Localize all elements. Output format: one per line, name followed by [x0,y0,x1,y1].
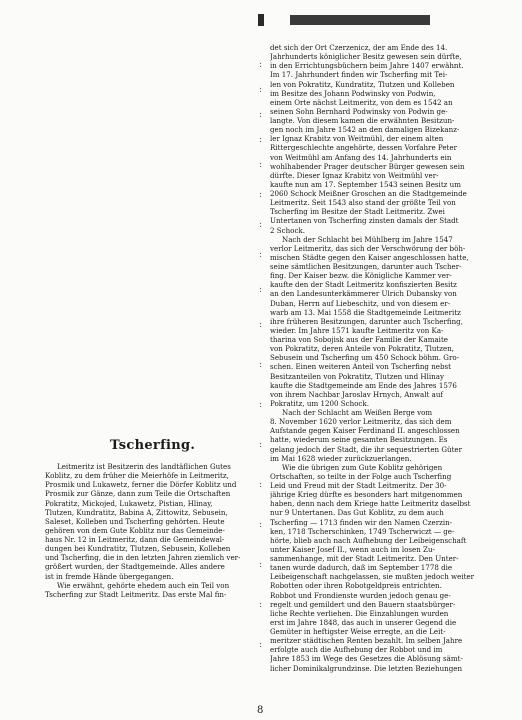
text-line: an den Landesunterkämmerer Ulrich Dubansky von [270,289,457,299]
page-number: 8 [257,705,264,716]
text-line: ihre früheren Besitzungen, darunter auch Tscherfing, [270,316,463,326]
text-line: Pokratitz, um 1200 Schock. [270,398,369,408]
text-line: dürfte. Dieser Ignaz Krabitz von Weitmühl ver- [270,170,439,180]
text-line: tharina von Sobojisk aus der Familie der Kamaite [270,335,448,344]
text-line: gen noch im Jahre 1542 an den damaligen Bizekanz- [270,125,460,135]
text-line: ken, 1718 Tscherschinken, 1749 Tscherwiczt — ge- [270,526,455,536]
text-line: det sich der Ort Czerzenicz, der am Ende des 14. [270,43,448,52]
text-line: Tscherfing im Besitze der Stadt Leitmeritz. Zwei [270,207,445,217]
text-line: schen. Einen weiteren Anteil von Tscherfing nebst [270,362,452,372]
text-line: mischen Städte gegen den Kaiser angeschlossen hatte, [270,252,469,262]
text-line: Koblitz, zu dem früher die Meierhöfe in Leitmeritz, [45,471,229,481]
text-line: gehören von dem Gute Koblitz nur das Gemeinde- [45,525,225,535]
text-line: Rittergeschlechte angehörte, dessen Vorfahre Peter [270,143,457,153]
text-line: Im 17. Jahrhundert finden wir Tscherfing mit Tei- [270,70,448,80]
text-line: Pokratitz, Mickojed, Lukawetz, Pistian, Hlinay, [45,498,213,508]
text-line: haus Nr. 12 in Leitmeritz, dann die Gemeindewal- [45,535,225,544]
left-text-column [45,462,257,599]
text-line: nur 9 Untertanen. Das Gut Koblitz, zu dem auch [270,508,444,518]
text-line: liche Rechte verliehen. Die Einzahlungen wurden [270,608,449,618]
text-line: regelt und gemildert und den Bauern staatsbürger- [270,599,456,609]
text-line: Leid und Freud mit der Stadt Leitmeritz. Der 30- [270,481,447,490]
text-line: Robbot und Frondienste wurden jedoch genau ge- [270,590,451,600]
text-line: len von Pokratitz, Kundratitz, Tlutzen und Kolleben [270,79,455,89]
text-line: licher Dominikalgrundzinse. Die letzten Beziehungen [270,663,463,673]
text-line: kaufte nun am 17. September 1543 seinen Besitz um [270,179,461,189]
text-line: gelang jedoch der Stadt, die ihr sequestrierten Güter [270,444,463,454]
text-line: wieder. Im Jahre 1571 kaufte Leitmeritz von Ka- [270,325,444,335]
text-line: 2 Schock. [270,225,305,235]
text-line: dungen bei Kundratitz, Tlutzen, Sebusein, Kolleben [45,544,231,554]
text-line: Gemüter in heftigster Weise erregte, an die Leit- [270,627,446,636]
text-line: Wie erwähnt, gehörte ehedem auch ein Teil von [57,580,230,590]
text-line: Tscherfing — 1713 finden wir den Namen Czerzin- [270,517,453,527]
text-line: Aufstande gegen Kaiser Ferdinand II. angeschlossen [270,426,460,436]
text-line: Leibeigenschaft nachgelassen, sie mußten jedoch weiter [270,572,475,582]
text-line: von Pokratitz, deren Anteile von Pokratitz, Tlutzen, [270,344,455,354]
text-line: kaufte die Stadtgemeinde am Ende des Jahres 1576 [270,380,457,390]
text-line: in den Errichtungsbüchern beim Jahre 1407 erwähnt. [270,61,464,71]
text-line: fing. Der Kaiser bezw. die Königliche Kammer ver- [270,271,452,281]
text-line: im Mai 1628 wieder zurückzuerlangen. [270,453,412,463]
text-line: von ihrem Nachbar Jaroslav Hrnych, Anwalt auf [270,389,444,399]
text-line: und Tscherfing, die in den letzten Jahren ziemlich ver- [45,553,241,563]
text-line: Duban, Herrn auf Liebeschitz, und von diesem er- [270,298,451,308]
text-line: hörte, blieb auch nach Aufhebung der Leibeigenschaft [270,535,467,545]
text-line: 8. November 1620 verlor Leitmeritz, das sich dem [270,417,452,427]
text-line: seinen Sohn Bernhard Podwinsky von Podwin ge- [270,106,448,116]
text-line: Wie die übrigen zum Gute Koblitz gehörigen [282,462,443,472]
column-gutter: : : : : : : : : : : : : : : : : : : [259,60,263,650]
text-line: Ortschaften, so teilte in der Folge auch Tscherfing [270,471,452,481]
text-line: 2060 Schock Meißner Groschen an die Stadtgemeinde [270,189,467,198]
text-line: einem Orte nächst Leitmeritz, von dem es 1542 an [270,97,453,107]
text-line: von Weitmühl am Anfang des 14. Jahrhunderts ein [270,152,452,162]
text-line: erst im Jahre 1848, das auch in unserer Gegend die [270,617,457,627]
text-line: Nach der Schlacht bei Mühlberg im Jahre 1547 [282,234,453,244]
text-line: seine sämtlichen Besitzungen, darunter auch Tscher- [270,262,462,271]
text-line: Sebusein und Tscherfing um 450 Schock böhm. Gro- [270,353,459,363]
text-line: Nach der Schlacht am Weißen Berge vom [282,408,433,417]
text-line: im Besitze des Johann Podwinsky von Podwin, [270,88,436,98]
text-line: tanen wurde dadurch, daß im September 1778 die [270,563,453,573]
text-line: Besitzanteilen von Pokratitz, Tlutzen und Hlinay [270,371,444,381]
text-line: Tscherfing zur Stadt Leitmeritz. Das erste Mal fin- [45,589,227,599]
text-line: kaufte den der Stadt Leitmeritz konfiszierten Besitz [270,280,457,290]
text-line: langte. Von diesem kamen die erwähnten Besitzun- [270,116,455,125]
text-line: Jahrhunderts königlicher Besitz gewesen sein dürfte, [270,52,462,62]
text-line: hatte, wiederum seine gesamten Besitzungen. Es [270,435,448,445]
text-line: ler Ignaz Krabitz von Weitmühl, der einem alten [270,134,444,144]
text-line: erfolgte auch die Aufhebung der Robbot und im [270,645,443,655]
text-line: jährige Krieg dürfte es besonders hart mitgenommen [270,490,463,500]
text-line: warb am 13. Mai 1558 die Stadtgemeinde Leitmeritz [270,307,461,317]
text-line: größert wurden, der Stadtgemeinde. Alles andere [45,562,225,572]
scan-edge-mark-left [258,14,264,26]
text-line: Untertanen von Tscherfing zinsten damals der Stadt [270,216,459,226]
text-line: sammenhange, mit der Stadt Leitmeritz. Den Unter- [270,554,459,563]
text-line: Tlutzen, Kundratitz, Babina A, Zittowitz, Sebusein, [45,507,228,517]
text-line: Leitmeritz. Seit 1543 also stand der größte Teil von [270,198,456,208]
text-line: Prosmik und Lukawetz, ferner die Dörfer Koblitz und [45,480,237,490]
scan-edge-mark-right [290,15,430,25]
section-heading: Tscherfing. [110,438,196,453]
text-line: unter Kaiser Josef II., wenn auch im losen Zu- [270,544,435,554]
text-line: wohlhabender Prager deutscher Bürger gewesen sein [270,161,465,171]
text-line: Prosmik zur Gänze, dann zum Teile die Ortschaften [45,489,231,499]
text-line: Jahre 1853 im Wege des Gesetzes die Ablösung sämt- [270,654,463,664]
text-line: verlor Leitmeritz, das sich der Verschwörung der böh- [270,243,466,253]
text-line: Leitmeritz ist Besitzerin des landtäflichen Gutes [57,462,231,471]
right-text-column [270,43,508,673]
text-line: meritzer städtischen Renten bezahlt. Im selben Jahre [270,636,463,646]
text-line: Saleset, Kolleben und Tscherfing gehörten. Heute [45,516,225,526]
text-line: haben, denn nach dem Kriege hatte Leitmeritz daselbst [270,499,471,509]
text-line: ist in fremde Hände übergegangen. [45,571,174,581]
text-line: Robotten oder ihren Robotgeldpreis entrichten. [270,581,442,591]
